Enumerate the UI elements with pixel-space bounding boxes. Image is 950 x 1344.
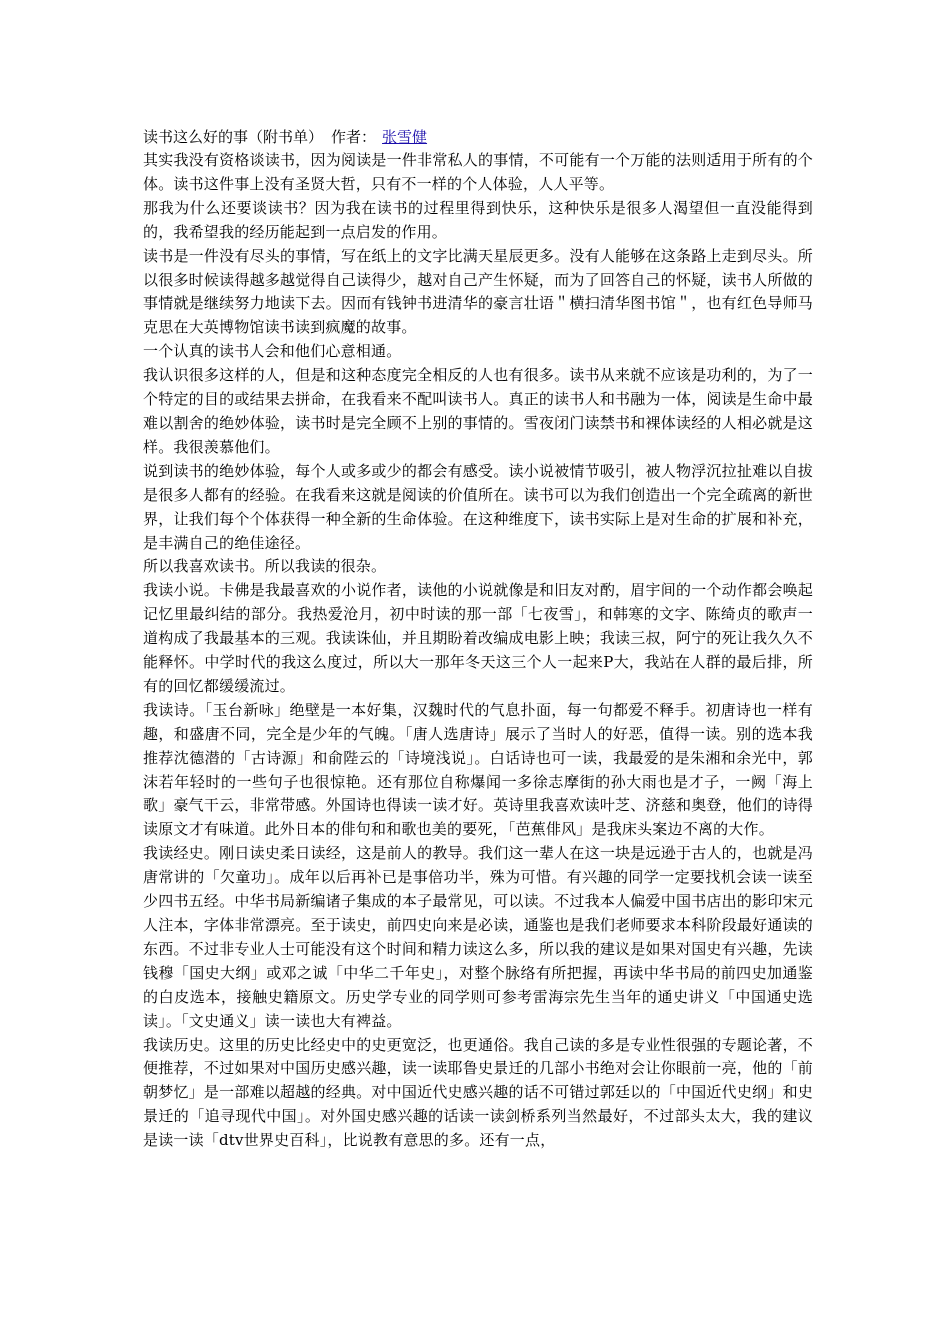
paragraph: 我认识很多这样的人，但是和这种态度完全相反的人也有很多。读书从来就不应该是功利的，为了一个特定的目的或结果去拼命，在我看来不配叫读书人。真正的读书人和书融为一体，阅读是生命中最难以割舍的绝妙体验，读书时是完全顾不上别的事情的。雪夜闭门读禁书和裸体读经的人相必就是这样。我很羡慕他们。 [143, 366, 813, 456]
paragraph: 其实我没有资格谈读书，因为阅读是一件非常私人的事情，不可能有一个万能的法则适用于所有的个体。读书这件事上没有圣贤大哲，只有不一样的个人体验，人人平等。 [143, 151, 813, 193]
document-page [143, 126, 813, 1153]
author-label: 作者： [331, 128, 377, 146]
paragraph: 读书是一件没有尽头的事情，写在纸上的文字比满天星辰更多。没有人能够在这条路上走到尽头。所以很多时候读得越多越觉得自己读得少，越对自己产生怀疑，而为了回答自己的怀疑，读书人所做的事情就是继续努力地读下去。因而有钱钟书进清华的豪言壮语＂横扫清华图书馆＂，也有红色导师马克思在大英博物馆读书读到疯魔的故事。 [143, 246, 813, 337]
article-title: 读书这么好的事（附书单） [143, 128, 324, 146]
paragraph: 我读历史。这里的历史比经史中的史更宽泛，也更通俗。我自己读的多是专业性很强的专题论著，不便推荐，不过如果对中国历史感兴趣，读一读耶鲁史景迁的几部小书绝对会让你眼前一亮，他的「前朝梦忆」是一部难以超越的经典。对中国近代史感兴趣的话不可错过郭廷以的「中国近代史纲」和史景迁的「追寻现代中国」。对外国史感兴趣的话读一读剑桥系列当然最好，不过部头太大，我的建议是读一读「dtv世界史百科」，比说教有意思的多。还有一点， [143, 1035, 813, 1150]
paragraph: 我读诗。「玉台新咏」绝壁是一本好集，汉魏时代的气息扑面，每一句都爱不释手。初唐诗也一样有趣，和盛唐不同，完全是少年的气魄。「唐人选唐诗」展示了当时人的好恶，值得一读。别的选本我推荐沈德潜的「古诗源」和俞陛云的「诗境浅说」。白话诗也可一读，我最爱的是朱湘和余光中，郭沫若年轻时的一些句子也很惊艳。还有那位自称爆闻一多徐志摩街的孙大雨也是才子，一阙「海上歌」豪气干云，非常带感。外国诗也得读一读才好。英诗里我喜欢读叶芝、济慈和奥登，他们的诗得读原文才有味道。此外日本的俳句和和歌也美的要死，「芭蕉俳风」是我床头案边不离的大作。 [143, 700, 813, 839]
paragraph: 所以我喜欢读书。所以我读的很杂。 [143, 557, 387, 576]
paragraph: 那我为什么还要谈读书？因为我在读书的过程里得到快乐，这种快乐是很多人渴望但一直没能得到的，我希望我的经历能起到一点启发的作用。 [143, 198, 813, 241]
paragraph: 我读小说。卡佛是我最喜欢的小说作者，读他的小说就像是和旧友对酌，眉宇间的一个动作都会唤起记忆里最纠结的部分。我热爱沧月，初中时读的那一部「七夜雪」，和韩寒的文字、陈绮贞的歌声一道构成了我最基本的三观。我读诛仙，并且期盼着改编成电影上映；我读三叔，阿宁的死让我久久不能释怀。中学时代的我这么度过，所以大一那年冬天这三个人一起来P大，我站在人群的最后排，所有的回忆都缓缓流过。 [143, 581, 813, 695]
article-header [143, 126, 813, 149]
paragraph: 说到读书的绝妙体验，每个人或多或少的都会有感受。读小说被情节吸引，被人物浮沉拉扯难以自拔是很多人都有的经验。在我看来这就是阅读的价值所在。读书可以为我们创造出一个完全疏离的新世界，让我们每个个体获得一种全新的生命体验。在这种维度下，读书实际上是对生命的扩展和补充，是丰满自己的绝佳途径。 [143, 461, 813, 552]
paragraph: 一个认真的读书人会和他们心意相通。 [143, 342, 402, 361]
paragraph: 我读经史。刚日读史柔日读经，这是前人的教导。我们这一辈人在这一块是远逊于古人的，也就是冯唐常讲的「欠童功」。成年以后再补已是事倍功半，殊为可惜。有兴趣的同学一定要找机会读一读至少四书五经。中华书局新编诸子集成的本子最常见，可以读。不过我本人偏爱中国书店出的影印宋元人注本，字体非常漂亮。至于读史，前四史向来是必读，通鉴也是我们老师要求本科阶段最好通读的东西。不过非专业人士可能没有这个时间和精力读这么多，所以我的建议是如果对国史有兴趣，先读钱穆「国史大纲」或邓之诚「中华二千年史」，对整个脉络有所把握，再读中华书局的前四史加通鉴的白皮选本，接触史籍原文。历史学专业的同学则可参考雷海宗先生当年的通史讲义「中国通史选读」。「文史通义」读一读也大有裨益。 [143, 844, 813, 1030]
author-link[interactable]: 张雪健 [382, 128, 428, 146]
